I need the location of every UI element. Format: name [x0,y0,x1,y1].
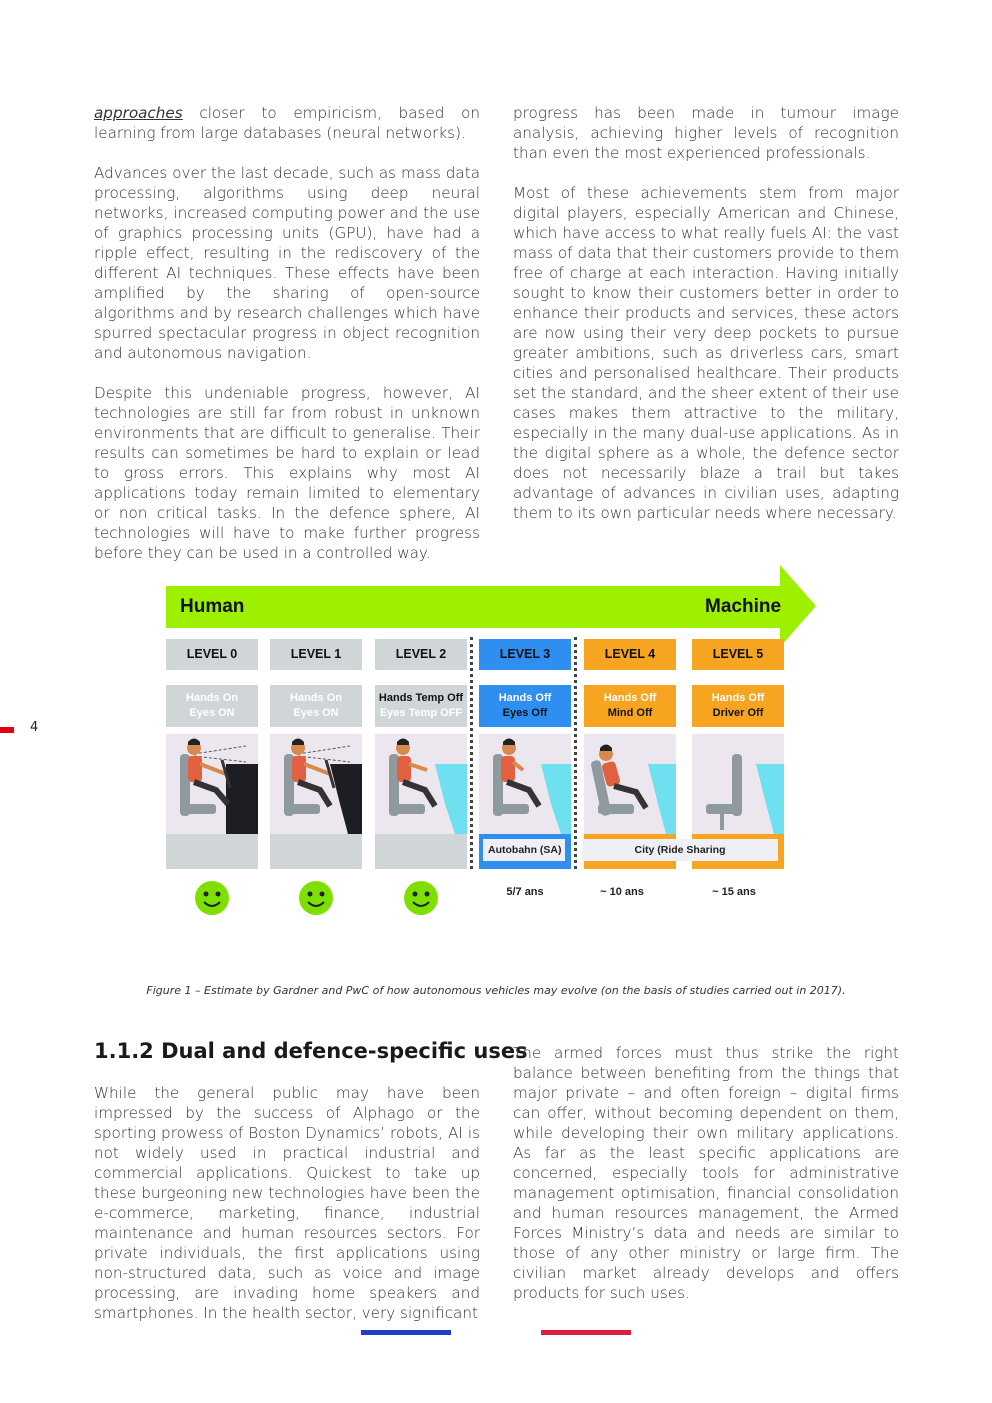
column-left-bottom [94,1083,480,1343]
level-5-column [692,639,784,871]
level-label: LEVEL 5 [692,639,784,670]
level-desc-line2: Mind Off [607,707,653,719]
driver-hands-on-icon [166,734,258,834]
scene-base [270,834,362,869]
city-bar: City (Ride Sharing [582,839,778,861]
level-desc-line2: Eyes Temp OFF [379,707,463,719]
level-label: LEVEL 0 [166,639,258,670]
level-desc-line1: Hands Temp Off [378,692,464,704]
paragraph: Most of these achievements stem from major digital players, especially American and Chinese, which have access to what really fuels AI: the vast mass of data that their customers provide to them free of charge at each interaction. Having initially sought to know their customers better in order to enhance their products and services, these actors are now using their very deep pockets to pursue greater ambitions, such as driverless cars, smart cities and personalised healthcare. Their products set the standard, and the sheer extent of their use cases makes them attractive to the military, especially in the many dual-use applications. As in the digital sphere as a whole, the defence sector does not necessarily blaze a trail but takes advantage of advances in civilian uses, adapting them to its own particular needs where necessary. [513,184,899,522]
page-marker [0,727,14,733]
level-desc-line1: Hands Off [498,692,552,704]
level-desc-line2: Eyes ON [189,707,235,719]
paragraph: Advances over the last decade, such as mass data processing, algorithms using deep neural networks, increased computing power and the use of graphics processing units (GPU), have had a ripple effect, resulting in the rediscovery of the different AI techniques. These effects have been amplified by the sharing of open-source algorithms and by research challenges which have spurred spectacular progress in object recognition and autonomous navigation. [94,164,480,362]
arrow-head [780,565,816,647]
paragraph: The armed forces must thus strike the right balance between benefiting from the things that major private – and often foreign – digital firms can offer, without becoming dependent on them, while developing their own military applications. As far as the least specific applications are concerned, especially tools for administrative management optimisation, financial consolidation and human resources management, the Armed Forces Ministry’s data and needs are similar to those of any other ministry or large firm. The civilian market already develops and offers products for such uses. [513,1044,899,1302]
level-label: LEVEL 3 [479,639,571,670]
level-separator [574,637,577,869]
arrow-label-human: Human [180,596,245,617]
paragraph: Despite this undeniable progress, however, AI technologies are still far from robust in unknown environments that are difficult to generalise. Their results can sometimes be hard to explain or lead to gross errors. This explains why most AI applications today remain limited to elementary or non critical tasks. In the defence sphere, AI technologies will have to make further progress before they can be used in a controlled way. [94,384,480,562]
car-scene [166,734,258,834]
level-description [692,685,784,727]
years-estimate: ~ 15 ans [712,886,756,898]
paragraph: progress has been made in tumour image analysis, achieving higher levels of recognition than even the most experienced professionals. [513,104,899,162]
section-heading: 1.1.2 Dual and defence-specific uses [94,1039,528,1063]
level-description [166,685,258,727]
paragraph-text: closer to empiricism, based on learning from large databases (neural networks). [94,104,480,142]
level-description [479,685,571,727]
car-scene [270,734,362,834]
figure-caption: Figure 1 – Estimate by Gardner and PwC of how autonomous vehicles may evolve (on the basis of studies carried out in 2017). [146,984,846,997]
smiley-icon [194,880,230,916]
level-desc-line1: Hands On [186,692,238,704]
level-desc-line2: Eyes Off [502,707,548,719]
car-scene [692,734,784,834]
smiley-icon [298,880,334,916]
human-machine-arrow [166,586,782,628]
footer-red-bar [541,1330,631,1335]
level-desc-line1: Hands Off [711,692,765,704]
driver-eyes-off-icon [479,734,571,834]
level-description [584,685,676,727]
level-2-column [375,639,467,871]
years-estimate: 5/7 ans [506,886,544,898]
level-desc-line1: Hands Off [603,692,657,704]
level-description [375,685,467,727]
level-4-column [584,639,676,871]
driver-illustration [166,734,258,869]
paragraph [94,103,480,143]
level-desc-line2: Driver Off [712,707,764,719]
footer-blue-bar [361,1330,451,1335]
driver-mind-off-icon [584,734,676,834]
level-desc-line1: Hands On [290,692,342,704]
level-3-column [479,639,571,871]
car-scene [375,734,467,834]
scene-base [166,834,258,869]
driver-illustration [375,734,467,869]
driver-hands-on-icon [270,734,362,834]
approaches-link[interactable]: approaches [94,104,183,122]
driver-illustration [270,734,362,869]
column-right-top [513,103,899,543]
empty-seat-icon [692,734,784,834]
level-0-column [166,639,258,871]
level-1-column [270,639,362,871]
smiley-icon [403,880,439,916]
level-desc-line2: Eyes ON [293,707,339,719]
level-label: LEVEL 2 [375,639,467,670]
column-right-bottom [513,1043,899,1323]
column-left-top [94,103,480,583]
level-label: LEVEL 1 [270,639,362,670]
paragraph: While the general public may have been impressed by the success of Alphago or the sporting prowess of Boston Dynamics’ robots, AI is not widely used in practical industrial and commercial applications. Quickest to take up these burgeoning new technologies have been the e-commerce, marketing, finance, industrial maintenance and human resources sectors. For private individuals, the first applications using non-structured data, such as voice and image processing, are invading home speakers and smartphones. In the health sector, very significant [94,1084,480,1322]
car-scene [584,734,676,834]
car-scene [479,734,571,834]
level-description [270,685,362,727]
level-label: LEVEL 4 [584,639,676,670]
driver-hands-temp-off-icon [375,734,467,834]
level-separator [470,637,473,869]
years-estimate: ~ 10 ans [600,886,644,898]
scene-base [375,834,467,869]
arrow-label-machine: Machine [705,596,782,617]
autobahn-bar: Autobahn (SA) [483,839,565,861]
page-number: 4 [30,720,39,735]
